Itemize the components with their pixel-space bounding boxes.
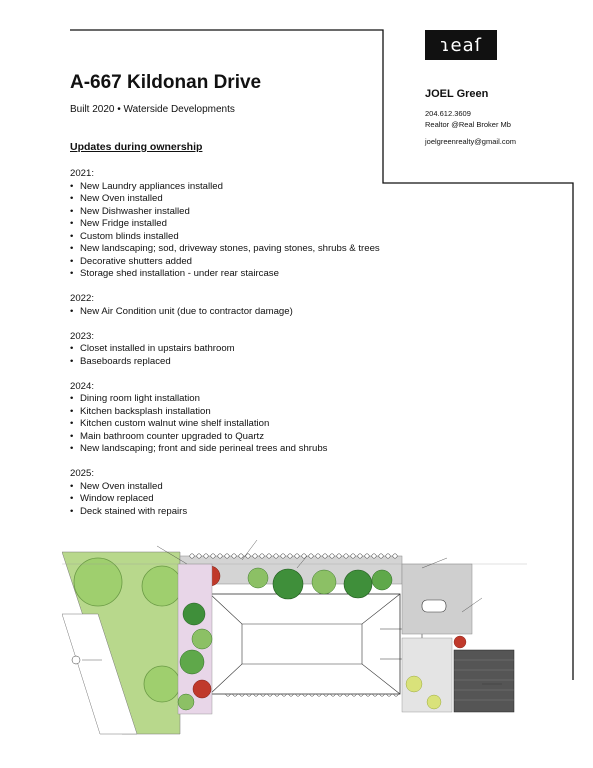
paving-stone [386,554,390,558]
paving-stone [372,554,376,558]
listing-subtitle: Built 2020 • Waterside Developments [70,104,235,115]
paving-stone [288,554,292,558]
paving-stone [344,554,348,558]
year-label: 2021: [70,168,95,179]
paving-stone [204,554,208,558]
paving-stone [295,554,299,558]
year-items [70,393,430,456]
update-item: • New Oven installed [70,193,430,206]
house-footprint [210,594,400,694]
year-items [70,306,430,319]
year-items [70,343,430,368]
side-garden-bed [178,564,212,714]
year-label: 2022: [70,293,95,304]
paving-stone [190,554,194,558]
paving-stone [253,554,257,558]
update-item: • Deck stained with repairs [70,506,430,519]
update-item: • Decorative shutters added [70,256,430,269]
paving-stone [316,554,320,558]
update-item: • New landscaping; sod, driveway stones, paving stones, shrubs & trees [70,243,430,256]
update-item: • Dining room light installation [70,393,430,406]
update-item: • Baseboards replaced [70,356,430,369]
paving-stone [337,554,341,558]
paving-stone [246,554,250,558]
update-item: • New Fridge installed [70,218,430,231]
year-label: 2023: [70,330,95,342]
landscape-site-plan [62,534,527,746]
update-item: • New Laundry appliances installed [70,181,430,194]
year-section [70,168,430,281]
updates-list [70,168,430,531]
tree-icon [144,666,180,702]
tree-icon [74,558,122,606]
tree-icon [142,566,182,606]
agent-phone: 204.612.3609 [425,109,471,118]
paving-stone [225,554,229,558]
paving-stone [365,554,369,558]
year-items [70,181,430,281]
paving-stone [260,554,264,558]
year-section [70,331,430,369]
paving-stone [309,554,313,558]
update-item: • Main bathroom counter upgraded to Quartz [70,431,430,444]
update-item: • Storage shed installation - under rear staircase [70,268,430,281]
paving-stone [274,554,278,558]
paving-stone [330,554,334,558]
paving-stone [358,554,362,558]
year-label: 2024: [70,380,95,392]
year-section [70,381,430,456]
agent-name: JOEL Green [425,88,489,100]
update-item: • New Air Condition unit (due to contractor damage) [70,306,430,319]
paving-stone [218,554,222,558]
updates-heading: Updates during ownership [70,141,203,153]
update-item: • Kitchen backsplash installation [70,406,430,419]
paving-stone [239,554,243,558]
paving-stone [323,554,327,558]
year-section [70,468,430,518]
paving-stone [211,554,215,558]
update-item: • Custom blinds installed [70,231,430,244]
update-item: • Closet installed in upstairs bathroom [70,343,430,356]
year-label: 2025: [70,468,95,479]
brand-logo [425,30,497,60]
paving-stone [379,554,383,558]
paving-stone [232,554,236,558]
paving-stone [267,554,271,558]
listing-title: A-667 Kildonan Drive [70,72,262,93]
paving-stone [393,554,397,558]
update-item: • New Dishwasher installed [70,206,430,219]
paving-stone [281,554,285,558]
brand-logo-text: ɿeaſ [440,34,482,56]
update-item: • New Oven installed [70,481,430,494]
driveway [402,564,472,634]
year-items [70,481,430,519]
paving-stone [351,554,355,558]
agent-email: joelgreenrealty@gmail.com [425,137,516,146]
paving-stone [197,554,201,558]
update-item: • Kitchen custom walnut wine shelf installation [70,418,430,431]
deck [454,650,514,712]
agent-role: Realtor @Real Broker Mb [425,120,511,129]
year-section [70,293,430,318]
update-item: • Window replaced [70,493,430,506]
car-icon [422,600,446,612]
update-item: • New landscaping; front and side perineal trees and shrubs [70,443,430,456]
